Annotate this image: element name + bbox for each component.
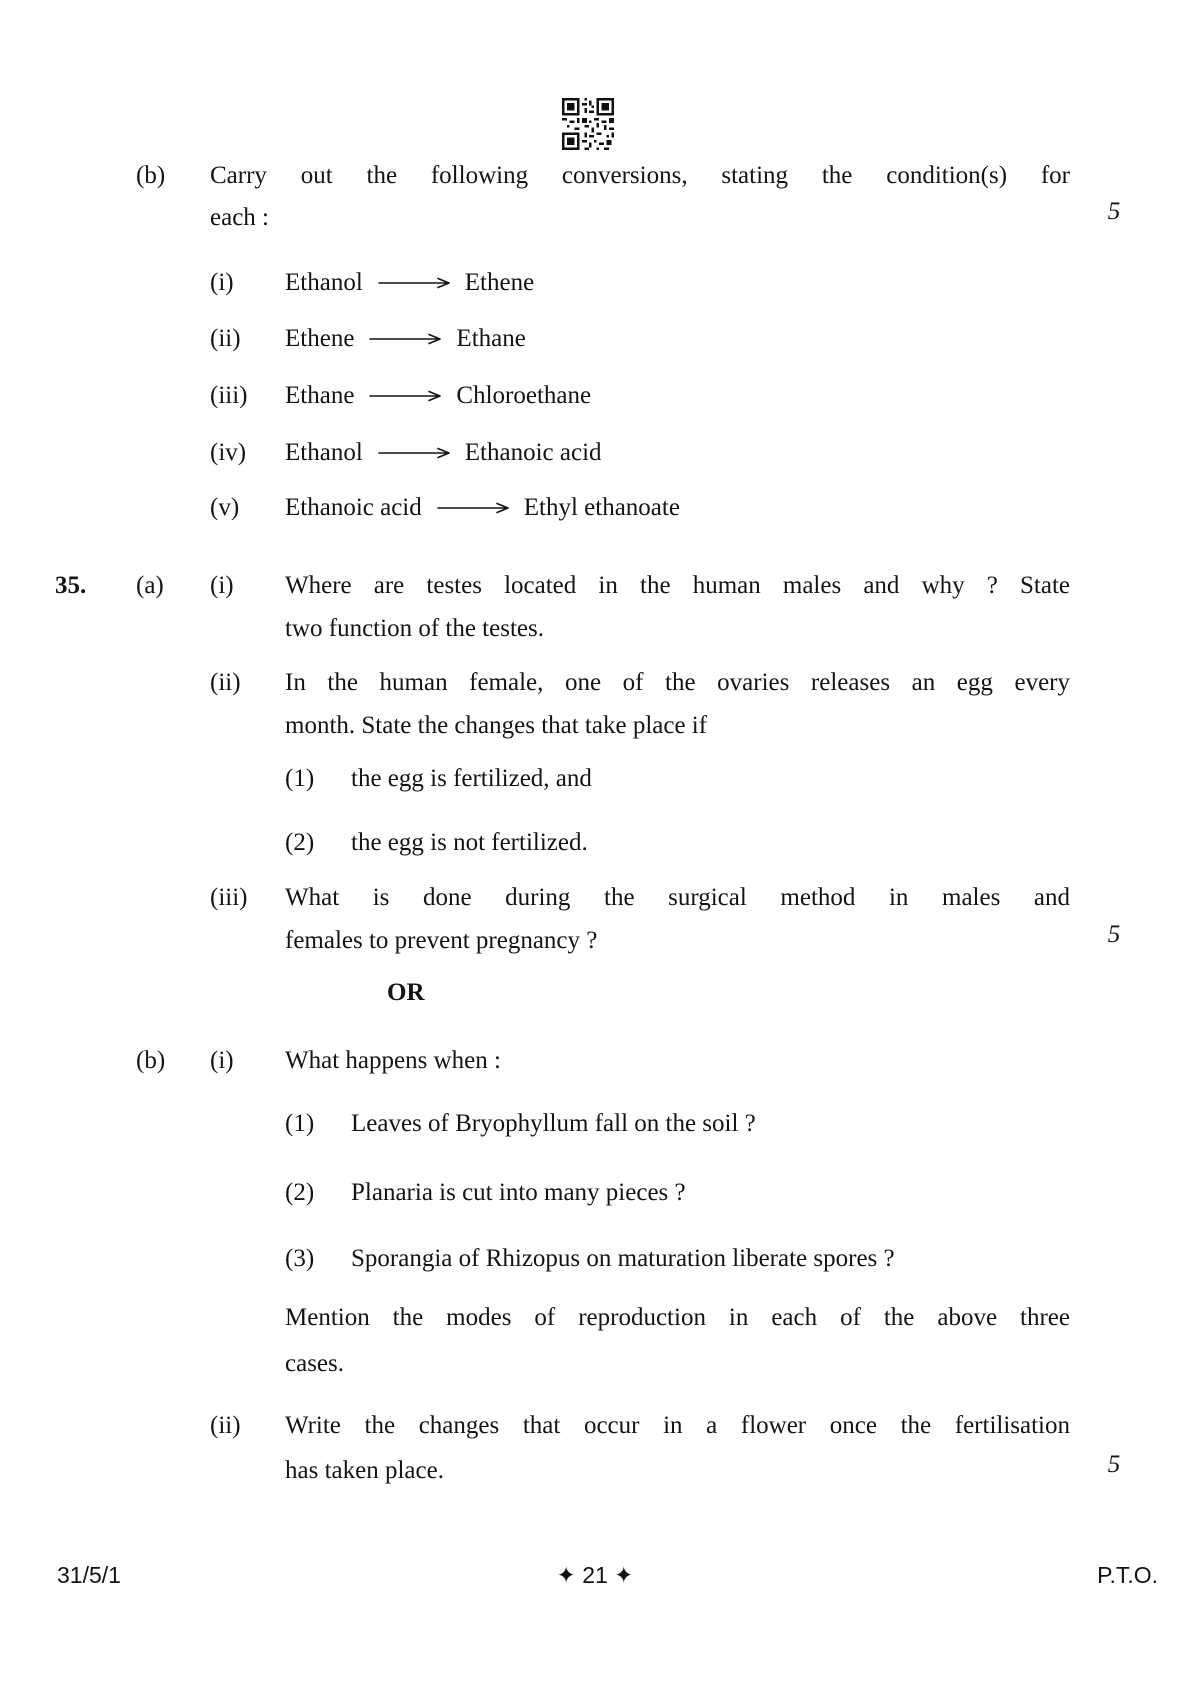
right-arrow-icon xyxy=(436,500,512,514)
q35b-label: (b) xyxy=(136,1047,166,1074)
conversion-from: Ethene xyxy=(285,325,355,352)
sub-item-num: (2) xyxy=(285,1179,315,1206)
footer-page-number: ✦ 21 ✦ xyxy=(556,1562,634,1588)
sub-item-text: Planaria is cut into many pieces ? xyxy=(351,1179,686,1206)
q34b-label: (b) xyxy=(136,162,166,189)
conversion-to: Ethyl ethanoate xyxy=(523,494,680,521)
conversion-item xyxy=(285,267,534,298)
sub-item-text: the egg is fertilized, and xyxy=(351,765,592,792)
right-arrow-icon xyxy=(377,445,453,459)
q35a-label: (a) xyxy=(136,572,164,599)
right-arrow-icon xyxy=(368,388,444,402)
sub-item-num: (1) xyxy=(285,1110,315,1137)
footer-pto: P.T.O. xyxy=(1097,1562,1158,1588)
q35a-marks: 5 xyxy=(1107,921,1121,948)
sub-item-num: (3) xyxy=(285,1245,315,1272)
conversion-from: Ethanol xyxy=(285,269,363,296)
q35b-ii-line1: Write the changes that occur in a flower once the fertilisation xyxy=(285,1412,1070,1439)
q35b-i-intro: What happens when : xyxy=(285,1047,501,1074)
conversion-item xyxy=(285,323,526,354)
sub-item-text: Sporangia of Rhizopus on maturation liberate spores ? xyxy=(351,1245,895,1272)
q35a-i-line1: Where are testes located in the human males and why ? State xyxy=(285,572,1070,599)
sub-item-text: Leaves of Bryophyllum fall on the soil ? xyxy=(351,1110,756,1137)
q35b-ii-num: (ii) xyxy=(210,1412,241,1439)
sub-item-num: (1) xyxy=(285,765,315,792)
conversion-item-num: (iii) xyxy=(210,382,248,409)
conversion-item-num: (i) xyxy=(210,269,234,296)
sub-item-num: (2) xyxy=(285,829,315,856)
q35b-i-outro2: cases. xyxy=(285,1350,344,1377)
q35b-ii-line2: has taken place. xyxy=(285,1457,444,1484)
right-arrow-icon xyxy=(368,331,444,345)
q35a-iii-num: (iii) xyxy=(210,884,248,911)
q35a-i-num: (i) xyxy=(210,572,234,599)
q35b-i-num: (i) xyxy=(210,1047,234,1074)
question-number: 35. xyxy=(55,572,87,599)
conversion-from: Ethanoic acid xyxy=(285,494,422,521)
conversion-item xyxy=(285,437,602,468)
conversion-from: Ethane xyxy=(285,382,355,409)
conversion-item xyxy=(285,380,591,411)
q35a-ii-num: (ii) xyxy=(210,669,241,696)
conversion-to: Chloroethane xyxy=(456,382,592,409)
q35a-i-line2: two function of the testes. xyxy=(285,615,544,642)
conversion-to: Ethane xyxy=(456,325,526,352)
sub-item-text: the egg is not fertilized. xyxy=(351,829,588,856)
conversion-to: Ethanoic acid xyxy=(464,439,602,466)
q34b-line1: Carry out the following conversions, stating the condition(s) for xyxy=(210,162,1070,189)
q35b-marks: 5 xyxy=(1107,1451,1121,1478)
footer-paper-code: 31/5/1 xyxy=(57,1562,121,1588)
conversion-item xyxy=(285,492,680,523)
q34b-marks: 5 xyxy=(1107,198,1121,225)
conversion-to: Ethene xyxy=(464,269,535,296)
q35a-iii-line1: What is done during the surgical method in males and xyxy=(285,884,1070,911)
q35a-ii-line2: month. State the changes that take place if xyxy=(285,712,708,739)
or-separator: OR xyxy=(387,979,425,1006)
qr-code xyxy=(562,98,614,150)
q34b-line2: each : xyxy=(210,204,269,231)
q35a-ii-line1: In the human female, one of the ovaries releases an egg every xyxy=(285,669,1070,696)
q35b-i-outro1: Mention the modes of reproduction in each of the above three xyxy=(285,1304,1070,1331)
conversion-item-num: (v) xyxy=(210,494,240,521)
conversion-item-num: (ii) xyxy=(210,325,241,352)
right-arrow-icon xyxy=(377,275,453,289)
q35a-iii-line2: females to prevent pregnancy ? xyxy=(285,927,598,954)
conversion-item-num: (iv) xyxy=(210,439,247,466)
conversion-from: Ethanol xyxy=(285,439,363,466)
